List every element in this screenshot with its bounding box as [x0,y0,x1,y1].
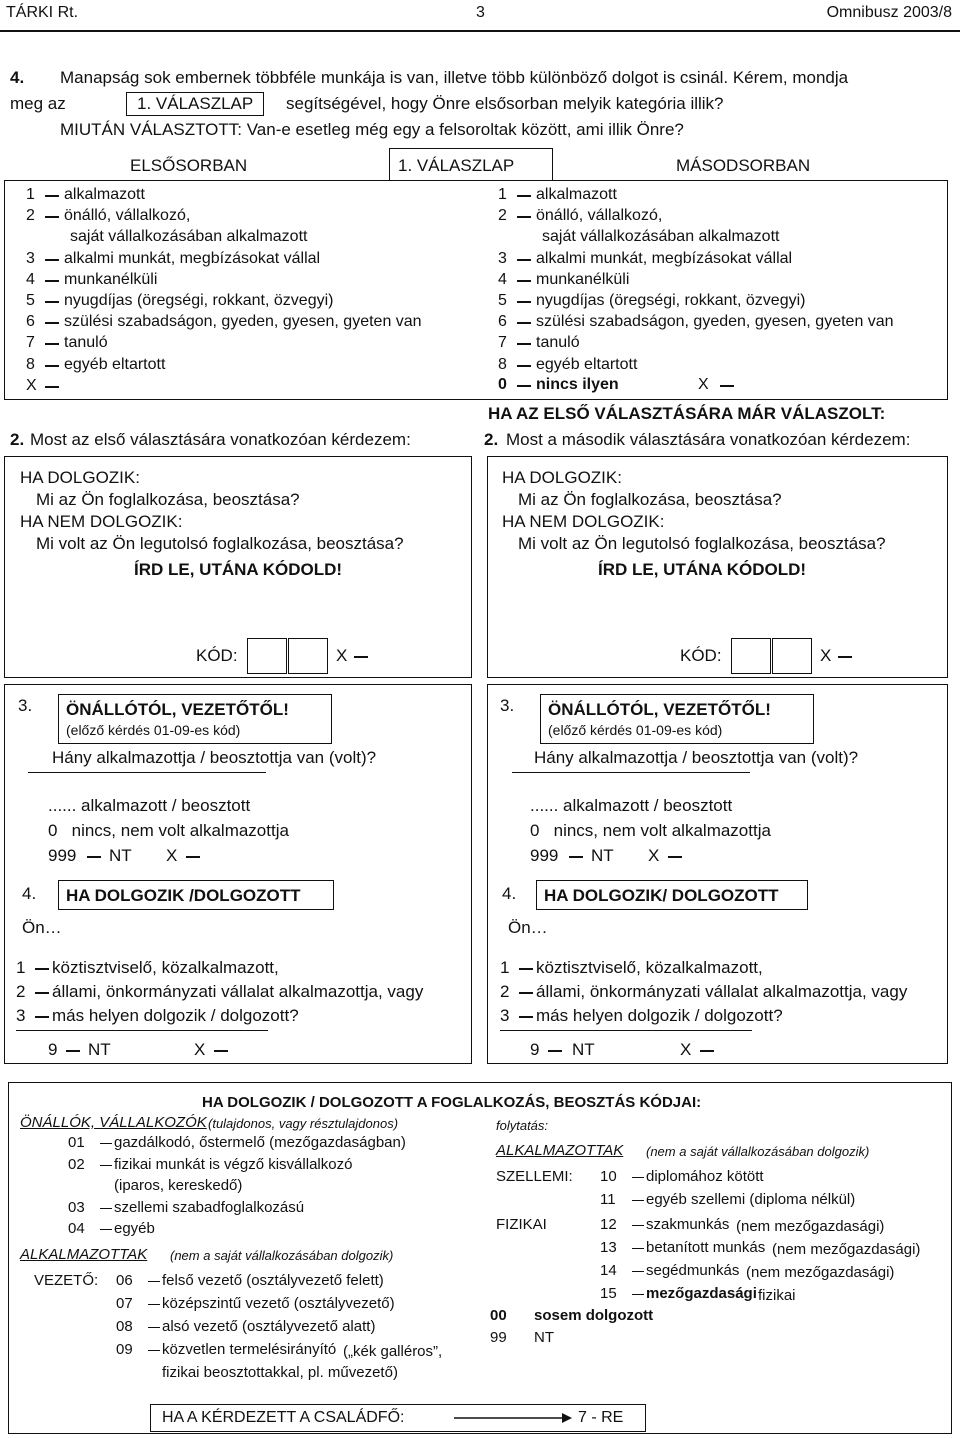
q3-right-opt3-num: 999 [530,846,559,865]
col-head-elsosorban: ELSŐSORBAN [130,156,248,175]
fizikai-code-num: 13 [600,1239,617,1256]
left-item-dash [45,195,59,197]
q4b-item-dash [519,1016,533,1018]
fizikai-code-label: betanított munkás [646,1239,766,1256]
q3-left-opt2: 0 nincs, nem volt alkalmazottja [48,821,289,840]
q4b-right-cond: HA DOLGOZIK/ DOLGOZOTT [544,886,779,905]
q4b-item-label: köztisztviselő, közalkalmazott, [52,958,279,977]
q4b-item-dash [35,992,49,994]
codes-alk-head: ALKALMAZOTTAK [20,1246,148,1263]
left-item-dash [45,216,59,218]
fizikai-code-num: 15 [600,1285,617,1302]
q3-right-opt3-x: X [648,846,660,865]
q3-right-opt3-dash [569,856,583,858]
q2-left-kod-label: KÓD: [196,646,238,665]
vezeto-code-num: 09 [116,1341,133,1358]
q4b-left-num: 4. [22,884,37,903]
code-00-label: sosem dolgozott [534,1307,654,1324]
q3-left-opt3-num: 999 [48,846,77,865]
q4b-left-nt-dash [66,1050,80,1052]
col-head-valaszlap: 1. VÁLASZLAP [398,156,515,175]
right-item-label: alkalmi munkát, megbízásokat vállal [536,249,793,267]
vezeto-code-dash [148,1350,160,1351]
fizikai-code-extra: (nem mezőgazdasági) [746,1264,895,1281]
q4b-left-on: Ön… [22,918,62,937]
q4-line2-post: segítségével, hogy Önre elsősorban melyik kategória illik? [286,94,724,113]
q4b-item-label: más helyen dolgozik / dolgozott? [52,1006,299,1025]
right-item-dash [517,259,531,261]
q4b-item-dash [519,992,533,994]
left-item-label: egyéb eltartott [64,355,166,373]
q2-right-num: 2. [484,430,499,449]
q4b-item-label: állami, önkormányzati vállalat alkalmazottja, vagy [52,982,424,1001]
q4b-item-num: 1 [500,958,510,977]
q2-left-q-current: Mi az Ön foglalkozása, beosztása? [36,490,300,509]
left-item-num: 5 [26,292,35,309]
q2-right-kod-label: KÓD: [680,646,722,665]
onallo-code-num: 01 [68,1134,85,1151]
q2-left-q-last: Mi volt az Ön legutolsó foglalkozása, beosztása? [36,534,404,553]
right-item-label: szülési szabadságon, gyeden, gyesen, gyeten van [536,313,894,331]
q4b-right-num: 4. [502,884,517,903]
right-item-dash [517,365,531,367]
left-item-dash [45,322,59,324]
right-item-num: 3 [498,249,507,267]
right-item-num: 5 [498,292,507,309]
fizikai-code-label: segédmunkás [646,1262,740,1279]
q2-left-ha-dolgozik: HA DOLGOZIK: [20,468,140,487]
right-item-num: 7 [498,334,507,352]
q4b-item-dash [519,968,533,970]
q4b-item-dash [35,1016,49,1018]
vezeto-code-dash [148,1327,160,1328]
codes-fizikai-label: FIZIKAI [496,1216,547,1233]
q2-right-ird-le: ÍRD LE, UTÁNA KÓDOLD! [598,560,807,579]
q4b-left-nt-num: 9 [48,1040,58,1059]
onallo-code-dash [100,1229,112,1230]
onallo-code-num: 02 [68,1155,85,1173]
codes-folytatas: folytatás: [496,1118,549,1133]
left-item-num: 4 [26,270,35,288]
right-item-dash [517,216,531,218]
right-item-label: tanuló [536,334,580,352]
q3-left-underline [28,772,266,773]
q4b-right-nt-dash [548,1050,562,1052]
q4b-right-nt: NT [572,1040,595,1059]
fizikai-code-dash [632,1294,644,1295]
q2-left-ha-nem: HA NEM DOLGOZIK: [20,512,183,531]
q3-left-opt3-x-dash [186,856,200,858]
vezeto-code-num: 08 [116,1318,133,1335]
q4b-right-nt-num: 9 [530,1040,540,1059]
q3-right-opt3-x-dash [668,856,682,858]
fizikai-code-extra: fizikai [758,1287,796,1304]
q4b-item-num: 2 [500,982,510,1001]
q2-right-title: Most a második választására vonatkozóan kérdezem: [506,430,911,449]
code-99-num: 99 [490,1329,507,1346]
szellemi-code-label: egyéb szellemi (diploma nélkül) [646,1191,856,1208]
q2-right-q-last: Mi volt az Ön legutolsó foglalkozása, beosztása? [518,534,886,553]
q4b-item-label: köztisztviselő, közalkalmazott, [536,958,763,977]
arrow-right-icon [452,1411,574,1425]
left-item-label: nyugdíjas (öregségi, rokkant, özvegyi) [64,292,334,309]
fizikai-code-extra: (nem mezőgazdasági) [736,1218,885,1235]
fizikai-code-num: 14 [600,1262,617,1279]
left-item-label: alkalmi munkát, megbízásokat vállal [64,249,321,267]
fizikai-code-num: 12 [600,1216,617,1233]
left-item-dash [45,365,59,367]
onallo-code-label: szellemi szabadfoglalkozású [114,1198,305,1216]
vezeto-code-dash [148,1304,160,1305]
q3-left-num: 3. [18,696,33,715]
q3-right-opt3-nt: NT [591,846,614,865]
right-x-label: X [698,376,709,393]
left-item-label: alkalmazott [64,186,145,203]
header-right: Omnibusz 2003/8 [826,4,952,21]
onallo-code-label: fizikai munkát is végző kisvállalkozó [114,1155,353,1173]
onallo-code-label: gazdálkodó, őstermelő (mezőgazdaságban) [114,1134,406,1151]
q2-left-x-label: X [336,646,348,665]
q2-left-ird-le: ÍRD LE, UTÁNA KÓDOLD! [134,560,343,579]
q4b-left-underline [16,1030,268,1031]
fizikai-code-dash [632,1248,644,1249]
fizikai-code-label: mezőgazdasági [646,1285,757,1302]
q4-line3: MIUTÁN VÁLASZTOTT: Van-e esetleg még egy a felsoroltak között, ami illik Önre? [60,120,684,139]
onallo-code-label: egyéb [114,1220,155,1237]
q4b-left-cond: HA DOLGOZIK /DOLGOZOTT [66,886,301,905]
q2-right-condition: HA AZ ELSŐ VÁLASZTÁSÁRA MÁR VÁLASZOLT: [488,404,886,423]
q3-left-opt3-x: X [166,846,178,865]
right-item-0-num: 0 [498,376,507,393]
q3-left-cond-sub: (előző kérdés 01-09-es kód) [66,722,241,738]
onallo-code-num: 03 [68,1198,85,1216]
q4b-item-num: 3 [16,1006,26,1025]
fizikai-code-dash [632,1271,644,1272]
right-item-label: egyéb eltartott [536,355,638,373]
onallo-code-num: 04 [68,1220,85,1237]
left-item-label: tanuló [64,334,108,352]
right-item-0-label: nincs ilyen [536,376,619,393]
q2-right-kod-box-2[interactable] [772,638,812,674]
q4b-right-x-dash [700,1050,714,1052]
left-item-num: 1 [26,186,35,203]
q4-number: 4. [10,68,25,87]
right-x-dash [720,385,734,387]
right-item-num: 8 [498,355,507,373]
q4-line1: Manapság sok embernek többféle munkája is van, illetve több különböző dolgot is csinál. Kérem, mondja [60,68,849,87]
q2-left-title: Most az első választására vonatkozóan kérdezem: [30,430,411,449]
code-99-label: NT [534,1329,554,1346]
right-item-dash [517,301,531,303]
codes-alk2-note: (nem a saját vállalkozásában dolgozik) [646,1144,870,1159]
q4b-left-x-dash [214,1050,228,1052]
vezeto-code-label: fizikai beosztottakkal, pl. művezető) [162,1364,398,1381]
left-item-num: 3 [26,249,35,267]
q4b-right-on: Ön… [508,918,548,937]
q4b-right-underline [500,1030,752,1031]
left-item-num: 7 [26,334,35,352]
q3-right-opt2: 0 nincs, nem volt alkalmazottja [530,821,771,840]
q3-left-opt3-dash [87,856,101,858]
left-item-label: szülési szabadságon, gyeden, gyesen, gyeten van [64,313,422,331]
q3-left-opt3-nt: NT [109,846,132,865]
codes-alk-note: (nem a saját vállalkozásában dolgozik) [170,1248,394,1263]
q4b-item-num: 1 [16,958,26,977]
right-item-dash [517,280,531,282]
right-item-num: 4 [498,270,507,288]
q3-right-num: 3. [500,696,515,715]
q3-right-underline [512,772,750,773]
q4b-item-label: más helyen dolgozik / dolgozott? [536,1006,783,1025]
csaladfo-label: HA A KÉRDEZETT A CSALÁDFŐ: [162,1409,405,1426]
szellemi-code-label: diplomához kötött [646,1168,764,1185]
left-item-label: önálló, vállalkozó, [64,207,191,225]
q2-left-num: 2. [10,430,25,449]
q4b-item-num: 3 [500,1006,510,1025]
q2-right-x-dash [838,656,852,658]
vezeto-code-num: 06 [116,1272,133,1289]
left-item-dash [45,280,59,282]
q4-line2-pre: meg az [10,94,66,113]
right-item-label: nyugdíjas (öregségi, rokkant, özvegyi) [536,292,806,309]
left-item-label: saját vállalkozásában alkalmazott [70,228,308,246]
page-number: 3 [476,4,485,21]
right-item-label: saját vállalkozásában alkalmazott [542,228,780,246]
right-item-dash [517,322,531,324]
q3-left-opt1: ...... alkalmazott / beosztott [48,796,251,815]
vezeto-code-extra: („kék galléros”, [343,1343,443,1360]
left-item-dash [45,343,59,345]
vezeto-code-dash [148,1281,160,1282]
left-item-num: X [26,376,37,394]
q3-right-cond-title: ÖNÁLLÓTÓL, VEZETŐTŐL! [548,700,771,719]
q2-left-kod-box-2[interactable] [288,638,328,674]
header-left: TÁRKI Rt. [6,4,79,21]
codes-onallo-head: ÖNÁLLÓK, VÁLLALKOZÓK [20,1114,207,1131]
right-item-0-dash [517,385,531,387]
left-item-dash [45,301,59,303]
onallo-code-dash [100,1165,112,1166]
q4b-item-num: 2 [16,982,26,1001]
q4-valaszlap-box: 1. VÁLASZLAP [126,92,264,116]
right-item-dash [517,195,531,197]
left-item-num: 8 [26,355,35,373]
codes-vezeto-label: VEZETŐ: [34,1272,99,1289]
vezeto-code-label: közvetlen termelésirányító [162,1341,337,1358]
right-item-num: 6 [498,313,507,331]
vezeto-code-num: 07 [116,1295,133,1312]
fizikai-code-extra: (nem mezőgazdasági) [772,1241,921,1258]
onallo-code-label: (iparos, kereskedő) [114,1177,243,1194]
right-item-num: 2 [498,207,507,225]
codes-title: HA DOLGOZIK / DOLGOZOTT A FOGLALKOZÁS, BEOSZTÁS KÓDJAI: [202,1094,702,1111]
q4b-left-nt: NT [88,1040,111,1059]
q3-right-cond-sub: (előző kérdés 01-09-es kód) [548,722,723,738]
codes-alk2-head: ALKALMAZOTTAK [496,1142,624,1159]
right-item-label: munkanélküli [536,270,630,288]
right-item-dash [517,343,531,345]
q2-right-kod-box-1[interactable] [731,638,771,674]
q2-right-x-label: X [820,646,832,665]
q2-right-ha-dolgozik: HA DOLGOZIK: [502,468,622,487]
vezeto-code-label: alsó vezető (osztályvezető alatt) [162,1318,376,1335]
szellemi-code-num: 11 [600,1191,616,1208]
codes-onallo-note: (tulajdonos, vagy résztulajdonos) [208,1116,399,1131]
code-00-num: 00 [490,1307,507,1324]
left-item-num: 6 [26,313,35,331]
header-rule [0,30,960,32]
q2-left-x-dash [354,656,368,658]
q4b-item-label: állami, önkormányzati vállalat alkalmazottja, vagy [536,982,908,1001]
codes-szellemi-label: SZELLEMI: [496,1168,573,1185]
left-item-dash [45,386,59,388]
q4b-left-x: X [194,1040,206,1059]
vezeto-code-label: felső vezető (osztályvezető felett) [162,1272,384,1289]
q4b-item-dash [35,968,49,970]
right-item-label: önálló, vállalkozó, [536,207,663,225]
vezeto-code-label: középszintű vezető (osztályvezető) [162,1295,395,1312]
onallo-code-dash [100,1208,112,1209]
fizikai-code-dash [632,1225,644,1226]
q4b-right-x: X [680,1040,692,1059]
szellemi-code-dash [632,1177,644,1178]
left-item-dash [45,259,59,261]
col-head-masodsorban: MÁSODSORBAN [676,156,811,175]
csaladfo-target: 7 - RE [578,1409,624,1426]
q3-left-cond-title: ÖNÁLLÓTÓL, VEZETŐTŐL! [66,700,289,719]
q3-right-opt1: ...... alkalmazott / beosztott [530,796,733,815]
q2-right-q-current: Mi az Ön foglalkozása, beosztása? [518,490,782,509]
szellemi-code-dash [632,1200,644,1201]
q2-left-kod-box-1[interactable] [247,638,287,674]
szellemi-code-num: 10 [600,1168,617,1185]
onallo-code-dash [100,1143,112,1144]
right-item-num: 1 [498,186,507,203]
q2-right-ha-nem: HA NEM DOLGOZIK: [502,512,665,531]
left-item-num: 2 [26,207,35,225]
left-item-label: munkanélküli [64,270,158,288]
right-item-label: alkalmazott [536,186,617,203]
fizikai-code-label: szakmunkás [646,1216,730,1233]
q3-right-question: Hány alkalmazottja / beosztottja van (volt)? [534,748,859,767]
q3-left-question: Hány alkalmazottja / beosztottja van (volt)? [52,748,377,767]
